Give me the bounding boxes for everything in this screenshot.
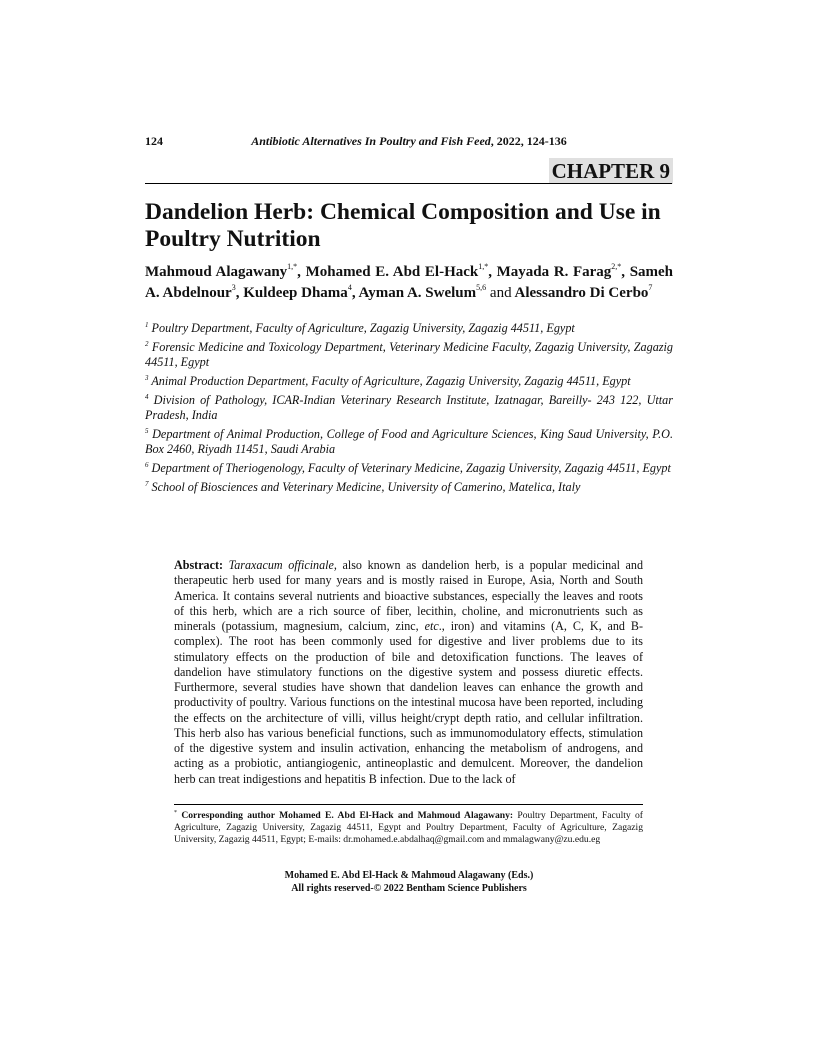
chapter-label: CHAPTER 9	[549, 158, 673, 184]
corresponding-footnote	[174, 810, 643, 845]
affiliation-marker: 6	[145, 460, 149, 469]
author-name: Kuldeep Dhama	[243, 284, 348, 301]
author-name: Mohamed E. Abd El-Hack	[305, 264, 479, 280]
footnote-marker: *	[174, 810, 177, 816]
affiliation-text: Forensic Medicine and Toxicology Department, Veterinary Medicine Faculty, Zagazig University, Zagazig 44511, Egypt	[145, 339, 674, 370]
abstract-text-continued: ., iron) and vitamins (A, C, K, and B-complex). The root has been commonly used for digestive and liver problems due to its stimulatory effects on the production of bile and detoxification functions. The leaves of dandelion have stimulatory functions on the digestive system and possess diuretic effects. Furthermore, several studies have shown that dandelion leaves can enhance the growth and productivity of poultry. Various functions on the intestinal mucosa have been reported, including the effects on the architecture of villi, villus height/crypt depth ratio, and cellular infiltration. This herb also has various beneficial functions, such as immunomodulatory effects, stimulation of the digestive system and insulin activation, enhancing the metabolism of androgens, and acting as a probiotic, antiangiogenic, antineoplastic and demulcent. Moreover, the dandelion herb can treat indigestions and hepatitis B infection. Due to the lack of	[174, 619, 644, 786]
authors-and: and	[489, 284, 512, 301]
footnote-text: Poultry Department, Faculty of Agriculture, Zagazig University, Zagazig 44511, Egypt and Poultry Department, Faculty of Agriculture, Zagazig University, Zagazig 44511, Egypt; E-mails: dr.mohamed.e.abdalhaq@gmail.com and mmalagwany@zu.edu.eg	[174, 810, 643, 845]
author-list	[145, 262, 673, 303]
page-number: 124	[145, 134, 163, 148]
book-citation: , 2022, 124-136	[490, 134, 567, 148]
author-separator: ,	[235, 284, 244, 301]
abstract-label: Abstract:	[174, 558, 224, 572]
editors-line: Mohamed E. Abd El-Hack & Mahmoud Alagawany (Eds.)	[284, 870, 534, 881]
affiliation-text: Department of Animal Production, College of Food and Agriculture Sciences, King Saud University, P.O. Box 2460, Riyadh 11451, Saudi Arabia	[145, 426, 673, 457]
author-separator: ,	[621, 264, 630, 280]
chapter-title: Dandelion Herb: Chemical Composition and Use in Poultry Nutrition	[145, 199, 661, 252]
affiliation-marker: 4	[145, 392, 149, 401]
author-name: Mahmoud Alagawany	[145, 264, 288, 280]
affiliation	[145, 461, 673, 477]
author-name: Ayman A. Swelum	[358, 284, 477, 301]
affiliation-text: Poultry Department, Faculty of Agriculture, Zagazig University, Zagazig 44511, Egypt	[151, 321, 575, 335]
affiliation	[145, 480, 673, 496]
copyright-line: All rights reserved-© 2022 Bentham Science Publishers	[291, 882, 527, 894]
affiliation-text: School of Biosciences and Veterinary Medicine, University of Camerino, Matelica, Italy	[151, 479, 581, 494]
affiliation-list	[145, 321, 673, 498]
affiliation-marker: 2	[145, 339, 149, 348]
header-rule	[145, 183, 672, 184]
abstract-species: Taraxacum officinale,	[228, 558, 337, 572]
author-affil-marker: 1,*	[478, 262, 489, 271]
author-affil-marker: 4	[347, 282, 352, 292]
running-head	[145, 134, 673, 149]
affiliation-text: Department of Theriogenology, Faculty of Veterinary Medicine, Zagazig University, Zagazig 44511, Egypt	[151, 460, 671, 475]
author-affil-marker: 7	[648, 282, 653, 292]
abstract-etc: etc	[424, 619, 439, 633]
author-separator: ,	[488, 264, 497, 280]
author-affil-marker: 3	[231, 282, 236, 292]
footnote-rule	[174, 804, 643, 805]
book-title: Antibiotic Alternatives In Poultry and Fish Feed	[251, 134, 491, 148]
author-affil-marker: 1,*	[287, 262, 298, 271]
affiliation	[145, 427, 673, 458]
affiliation-text: Division of Pathology, ICAR-Indian Veterinary Research Institute, Izatnagar, Bareilly- 243 122, Uttar Pradesh, India	[145, 392, 673, 423]
affiliation-marker: 5	[145, 426, 149, 435]
footnote-label: Corresponding author Mohamed E. Abd El-Hack and Mahmoud Alagawany:	[181, 810, 514, 821]
author-name: Mayada R. Farag	[496, 264, 612, 280]
affiliation-marker: 7	[145, 479, 149, 488]
author-separator: ,	[297, 264, 306, 280]
abstract	[174, 558, 643, 787]
author-name: Alessandro Di Cerbo	[514, 284, 649, 301]
abstract-text: also known as dandelion herb, is a popular medicinal and therapeutic herb used for many years and is mostly raised in Europe, Asia, North and South America. It contains several nutrients and bioactive substances, especially the leaves and roots of this herb, which are a rich source of fiber, lecithin, choline, and micronutrients such as minerals (potassium, magnesium, calcium, zinc,	[174, 558, 644, 633]
affiliation-marker: 3	[145, 373, 149, 382]
affiliation	[145, 340, 673, 371]
author-separator: ,	[351, 284, 359, 301]
author-affil-marker: 5,6	[476, 282, 487, 292]
affiliation-text: Animal Production Department, Faculty of Agriculture, Zagazig University, Zagazig 44511, Egypt	[151, 373, 631, 388]
editors-block	[145, 870, 673, 895]
affiliation	[145, 321, 673, 337]
affiliation	[145, 393, 673, 424]
affiliation	[145, 374, 673, 390]
author-affil-marker: 2,*	[611, 262, 622, 271]
author-name: Sameh A. Abdelnour	[145, 264, 674, 301]
affiliation-marker: 1	[145, 321, 149, 329]
